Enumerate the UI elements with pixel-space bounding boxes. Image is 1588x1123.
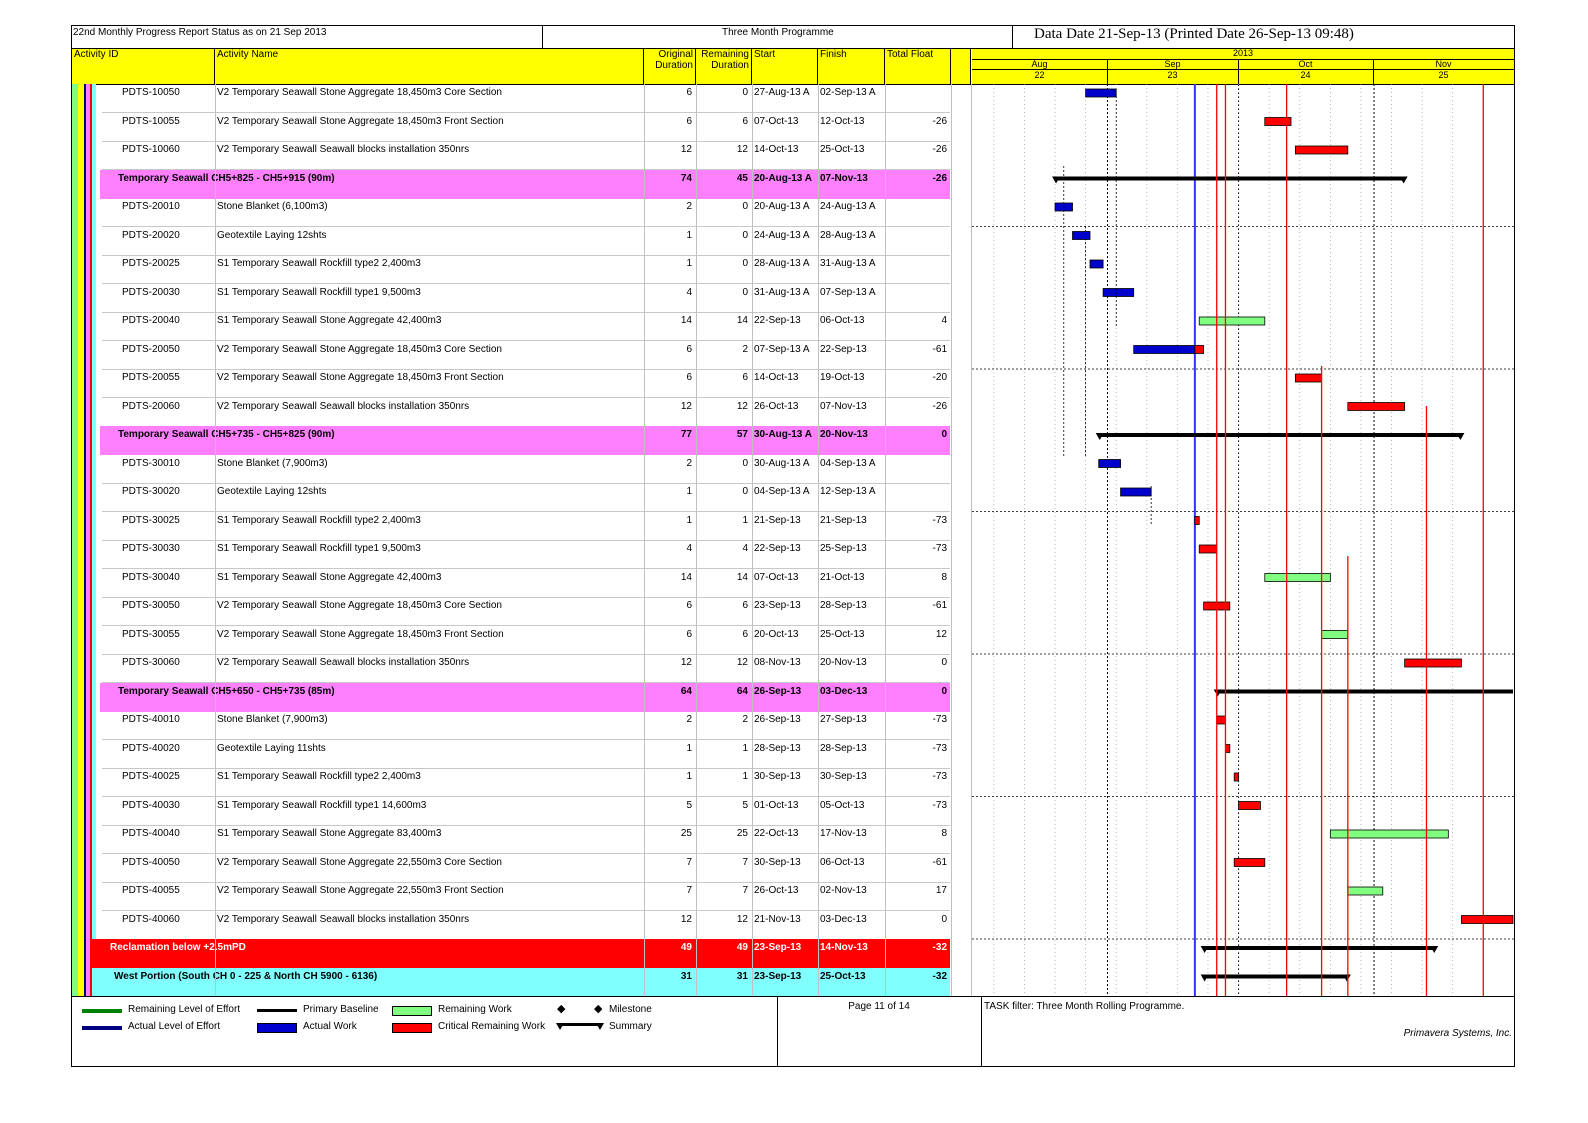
cell-finish: 04-Sep-13 A <box>820 457 876 469</box>
cell-start: 26-Sep-13 <box>754 685 802 697</box>
cell-original-duration: 14 <box>680 571 692 583</box>
summary-bar <box>1217 690 1513 694</box>
cell-remaining-duration: 7 <box>742 885 748 896</box>
cell-remaining-duration: 7 <box>742 856 748 868</box>
cell-remaining-duration: 14 <box>736 571 748 583</box>
legend-summary: Summary <box>609 1021 652 1032</box>
cell-activity-id: PDTS-30060 <box>122 657 180 668</box>
legend-milestone: Milestone <box>609 1004 652 1015</box>
cell-activity-id: PDTS-20025 <box>122 258 180 269</box>
actual-bar <box>1090 260 1103 268</box>
cell-finish: 25-Sep-13 <box>820 543 867 554</box>
cell-activity-name: V2 Temporary Seawall Seawall blocks installation 350nrs <box>217 657 470 668</box>
cell-finish: 06-Oct-13 <box>820 315 865 326</box>
cell-activity-id: PDTS-40010 <box>122 714 180 725</box>
cell-total-float: 0 <box>941 657 947 668</box>
cell-start: 07-Sep-13 A <box>754 343 810 355</box>
cell-finish: 21-Oct-13 <box>820 571 865 583</box>
cell-activity-name: Stone Blanket (7,900m3) <box>217 457 328 469</box>
cell-total-float: 8 <box>941 828 947 839</box>
cell-activity-id: PDTS-20050 <box>122 343 180 355</box>
legend-actual-work: Actual Work <box>303 1021 357 1032</box>
cell-total-float: -20 <box>932 372 947 383</box>
cell-start: 07-Oct-13 <box>754 115 799 127</box>
summary-bar <box>1204 946 1436 950</box>
summary-bar <box>1055 177 1405 181</box>
cell-start: 20-Oct-13 <box>754 628 799 640</box>
cell-activity-id: PDTS-10050 <box>122 87 180 98</box>
cell-start: 21-Sep-13 <box>754 514 801 526</box>
cell-original-duration: 7 <box>686 885 692 896</box>
cell-remaining-duration: 6 <box>742 628 748 640</box>
cell-finish: 12-Sep-13 A <box>820 486 876 497</box>
cell-total-float: -32 <box>932 970 947 982</box>
cell-original-duration: 4 <box>686 286 692 298</box>
cell-activity-name: V2 Temporary Seawall Stone Aggregate 18,450m3 Core Section <box>217 600 502 611</box>
report-title: 22nd Monthly Progress Report Status as on 21 Sep 2013 <box>73 27 327 38</box>
cell-original-duration: 6 <box>686 628 692 640</box>
cell-activity-name: V2 Temporary Seawall Stone Aggregate 22,550m3 Core Section <box>217 856 502 868</box>
cell-original-duration: 1 <box>686 258 692 269</box>
remaining-bar <box>1348 887 1383 895</box>
cell-activity-name: Temporary Seawall CH5+650 - CH5+735 (85m) <box>118 685 335 697</box>
cell-remaining-duration: 25 <box>736 828 748 839</box>
cell-original-duration: 6 <box>686 115 692 127</box>
month-label: Aug <box>972 59 1107 70</box>
cell-start: 20-Aug-13 A <box>754 172 812 184</box>
col-activity-id[interactable]: Activity ID <box>72 48 215 84</box>
cell-total-float: -73 <box>932 771 947 782</box>
cell-start: 30-Aug-13 A <box>754 429 812 440</box>
cell-original-duration: 25 <box>680 828 692 839</box>
cell-finish: 06-Oct-13 <box>820 856 865 868</box>
cell-activity-id: PDTS-20030 <box>122 286 180 298</box>
critical-bar <box>1348 403 1405 411</box>
cell-activity-id: PDTS-40030 <box>122 799 180 811</box>
cell-remaining-duration: 4 <box>742 543 748 554</box>
cell-finish: 21-Sep-13 <box>820 514 867 526</box>
cell-original-duration: 1 <box>686 742 692 754</box>
legend-remaining-work: Remaining Work <box>438 1004 512 1015</box>
cell-activity-id: PDTS-20020 <box>122 229 180 241</box>
cell-remaining-duration: 64 <box>736 685 748 697</box>
cell-finish: 03-Dec-13 <box>820 685 868 697</box>
cell-total-float: -73 <box>932 799 947 811</box>
cell-finish: 25-Oct-13 <box>820 628 865 640</box>
baseline-swatch <box>257 1009 297 1012</box>
cell-start: 30-Sep-13 <box>754 856 801 868</box>
critical-work-swatch <box>392 1023 432 1033</box>
cell-activity-name: S1 Temporary Seawall Rockfill type2 2,400m3 <box>217 771 421 782</box>
cell-total-float: -32 <box>932 942 947 953</box>
summary-bar <box>1099 433 1462 437</box>
cell-activity-id: PDTS-20010 <box>122 201 180 212</box>
cell-finish: 30-Sep-13 <box>820 771 867 782</box>
cell-original-duration: 5 <box>686 799 692 811</box>
cell-start: 27-Aug-13 A <box>754 87 810 98</box>
cell-original-duration: 12 <box>680 913 692 925</box>
cell-finish: 25-Oct-13 <box>820 970 866 982</box>
cell-activity-name: V2 Temporary Seawall Stone Aggregate 18,450m3 Front Section <box>217 628 504 640</box>
legend <box>72 996 777 1066</box>
cell-finish: 19-Oct-13 <box>820 372 865 383</box>
cell-finish: 02-Sep-13 A <box>820 87 876 98</box>
cell-finish: 05-Oct-13 <box>820 799 865 811</box>
cell-total-float: 12 <box>935 628 947 640</box>
cell-activity-name: V2 Temporary Seawall Seawall blocks installation 350nrs <box>217 144 470 155</box>
milestone-icon: ◆ <box>594 1003 603 1015</box>
cell-start: 24-Aug-13 A <box>754 229 810 241</box>
cell-finish: 20-Nov-13 <box>820 657 867 668</box>
cell-remaining-duration: 0 <box>742 87 748 98</box>
cell-original-duration: 31 <box>680 970 692 982</box>
programme-title: Three Month Programme <box>722 27 834 38</box>
cell-original-duration: 12 <box>680 144 692 155</box>
cell-activity-name: S1 Temporary Seawall Rockfill type1 14,600m3 <box>217 799 427 811</box>
cell-start: 04-Sep-13 A <box>754 486 810 497</box>
cell-activity-name: S1 Temporary Seawall Stone Aggregate 42,400m3 <box>217 571 442 583</box>
cell-start: 23-Sep-13 <box>754 600 801 611</box>
critical-bar <box>1295 374 1321 382</box>
cell-activity-id: PDTS-30040 <box>122 571 180 583</box>
cell-activity-id: PDTS-20055 <box>122 372 180 383</box>
cell-start: 01-Oct-13 <box>754 799 799 811</box>
critical-bar <box>1234 859 1265 867</box>
cell-start: 31-Aug-13 A <box>754 286 810 298</box>
col-total-float[interactable]: Total Float <box>885 48 951 84</box>
cell-remaining-duration: 5 <box>742 799 748 811</box>
actual-bar <box>1099 460 1121 468</box>
cell-activity-id: PDTS-30050 <box>122 600 180 611</box>
critical-bar <box>1217 716 1226 724</box>
cell-total-float: 17 <box>935 885 947 896</box>
cell-start: 28-Sep-13 <box>754 742 801 754</box>
cell-activity-id: PDTS-30030 <box>122 543 180 554</box>
cell-total-float: -73 <box>932 543 947 554</box>
cell-activity-name: S1 Temporary Seawall Rockfill type1 9,500m3 <box>217 543 421 554</box>
cell-remaining-duration: 12 <box>736 144 748 155</box>
cell-activity-id: PDTS-40060 <box>122 913 180 925</box>
cell-finish: 25-Oct-13 <box>820 144 865 155</box>
cell-finish: 31-Aug-13 A <box>820 258 876 269</box>
cell-total-float: 0 <box>941 913 947 925</box>
actual-bar <box>1134 346 1195 354</box>
remaining-loe-swatch <box>82 1009 122 1013</box>
cell-activity-name: V2 Temporary Seawall Stone Aggregate 22,550m3 Front Section <box>217 885 504 896</box>
cell-start: 30-Aug-13 A <box>754 457 810 469</box>
cell-activity-name: V2 Temporary Seawall Stone Aggregate 18,450m3 Core Section <box>217 343 502 355</box>
cell-remaining-duration: 6 <box>742 600 748 611</box>
cell-activity-id: PDTS-30020 <box>122 486 180 497</box>
cell-finish: 07-Nov-13 <box>820 400 867 412</box>
cell-finish: 28-Sep-13 <box>820 742 867 754</box>
cell-finish: 28-Aug-13 A <box>820 229 876 241</box>
task-filter: TASK filter: Three Month Rolling Programme. <box>984 1001 1185 1012</box>
cell-original-duration: 12 <box>680 400 692 412</box>
cell-total-float: 0 <box>941 429 947 440</box>
cell-total-float: -73 <box>932 742 947 754</box>
cell-activity-name: V2 Temporary Seawall Stone Aggregate 18,450m3 Front Section <box>217 372 504 383</box>
cell-start: 26-Oct-13 <box>754 885 799 896</box>
gantt-chart <box>72 26 1514 1066</box>
cell-activity-id: PDTS-40040 <box>122 828 180 839</box>
actual-bar <box>1121 488 1152 496</box>
cell-original-duration: 6 <box>686 372 692 383</box>
cell-activity-id: PDTS-10055 <box>122 115 180 127</box>
col-activity-name[interactable]: Activity Name <box>215 48 644 84</box>
cell-original-duration: 6 <box>686 600 692 611</box>
cell-finish: 12-Oct-13 <box>820 115 865 127</box>
cell-start: 30-Sep-13 <box>754 771 801 782</box>
cell-original-duration: 64 <box>680 685 692 697</box>
cell-original-duration: 74 <box>680 172 692 184</box>
critical-bar <box>1295 146 1347 154</box>
critical-bar <box>1461 916 1513 924</box>
cell-remaining-duration: 2 <box>742 343 748 355</box>
actual-bar <box>1103 289 1134 297</box>
cell-remaining-duration: 2 <box>742 714 748 725</box>
critical-bar <box>1195 346 1204 354</box>
cell-activity-name: S1 Temporary Seawall Rockfill type2 2,400m3 <box>217 258 421 269</box>
critical-bar <box>1199 545 1216 553</box>
cell-start: 26-Oct-13 <box>754 400 799 412</box>
cell-activity-id: PDTS-40055 <box>122 885 180 896</box>
cell-remaining-duration: 1 <box>742 514 748 526</box>
critical-bar <box>1225 745 1229 753</box>
actual-bar <box>1086 89 1117 97</box>
cell-finish: 27-Sep-13 <box>820 714 867 725</box>
cell-original-duration: 12 <box>680 657 692 668</box>
cell-activity-id: PDTS-40020 <box>122 742 180 754</box>
cell-total-float: -26 <box>932 400 947 412</box>
cell-start: 26-Sep-13 <box>754 714 801 725</box>
actual-work-swatch <box>257 1023 297 1033</box>
actual-bar <box>1073 232 1090 240</box>
legend-actual-loe: Actual Level of Effort <box>128 1021 221 1032</box>
cell-start: 28-Aug-13 A <box>754 258 810 269</box>
vendor-credit: Primavera Systems, Inc. <box>1403 1028 1512 1039</box>
cell-start: 22-Sep-13 <box>754 543 801 554</box>
cell-finish: 20-Nov-13 <box>820 429 868 440</box>
report-frame <box>71 25 1515 1067</box>
cell-start: 08-Nov-13 <box>754 657 801 668</box>
cell-activity-name: Reclamation below +2.5mPD <box>110 942 246 953</box>
cell-original-duration: 4 <box>686 543 692 554</box>
cell-finish: 02-Nov-13 <box>820 885 867 896</box>
cell-total-float: -26 <box>932 144 947 155</box>
cell-activity-name: Geotextile Laying 12shts <box>217 229 327 241</box>
cell-original-duration: 49 <box>680 942 692 953</box>
cell-remaining-duration: 12 <box>736 913 748 925</box>
cell-total-float: -61 <box>932 343 947 355</box>
cell-activity-id: PDTS-20040 <box>122 315 180 326</box>
cell-start: 14-Oct-13 <box>754 372 799 383</box>
cell-original-duration: 2 <box>686 201 692 212</box>
cell-activity-name: V2 Temporary Seawall Seawall blocks installation 350nrs <box>217 400 470 412</box>
cell-activity-name: Geotextile Laying 12shts <box>217 486 327 497</box>
cell-activity-id: PDTS-30055 <box>122 628 180 640</box>
cell-original-duration: 6 <box>686 343 692 355</box>
cell-remaining-duration: 14 <box>736 315 748 326</box>
cell-remaining-duration: 45 <box>736 172 748 184</box>
cell-total-float: -26 <box>932 115 947 127</box>
cell-activity-name: S1 Temporary Seawall Stone Aggregate 83,400m3 <box>217 828 442 839</box>
cell-total-float: 4 <box>941 315 947 326</box>
cell-finish: 22-Sep-13 <box>820 343 867 355</box>
cell-activity-name: S1 Temporary Seawall Rockfill type2 2,400m3 <box>217 514 421 526</box>
col-original-duration[interactable]: Original Duration <box>644 48 696 84</box>
cell-total-float: 0 <box>941 685 947 697</box>
data-date: Data Date 21-Sep-13 (Printed Date 26-Sep-13 09:48) <box>1034 26 1354 42</box>
cell-activity-name: V2 Temporary Seawall Seawall blocks installation 350nrs <box>217 913 470 925</box>
cell-finish: 14-Nov-13 <box>820 942 868 953</box>
cell-finish: 24-Aug-13 A <box>820 201 876 212</box>
month-label: Nov <box>1373 59 1514 70</box>
cell-remaining-duration: 0 <box>742 286 748 298</box>
remaining-work-swatch <box>392 1006 432 1016</box>
critical-bar <box>1405 659 1462 667</box>
cell-total-float: -73 <box>932 514 947 526</box>
week-label: 24 <box>1300 70 1311 80</box>
cell-activity-name: Geotextile Laying 11shts <box>217 742 326 754</box>
cell-remaining-duration: 0 <box>742 201 748 212</box>
cell-remaining-duration: 0 <box>742 486 748 497</box>
cell-original-duration: 6 <box>686 87 692 98</box>
cell-start: 14-Oct-13 <box>754 144 799 155</box>
cell-total-float: -61 <box>932 600 947 611</box>
cell-total-float: -26 <box>932 172 947 184</box>
cell-original-duration: 77 <box>680 429 692 440</box>
cell-activity-id: PDTS-40050 <box>122 856 180 868</box>
cell-original-duration: 1 <box>686 514 692 526</box>
cell-original-duration: 7 <box>686 856 692 868</box>
cell-original-duration: 2 <box>686 714 692 725</box>
cell-original-duration: 14 <box>680 315 692 326</box>
timescale-year: 2013 <box>972 48 1514 60</box>
legend-critical-work: Critical Remaining Work <box>438 1021 546 1032</box>
cell-total-float: -73 <box>932 714 947 725</box>
cell-remaining-duration: 31 <box>736 970 748 982</box>
cell-activity-name: West Portion (South CH 0 - 225 & North CH 5900 - 6136) <box>114 970 378 982</box>
legend-primary-baseline: Primary Baseline <box>303 1004 379 1015</box>
cell-original-duration: 2 <box>686 457 692 469</box>
cell-original-duration: 1 <box>686 771 692 782</box>
cell-total-float: -61 <box>932 856 947 868</box>
cell-remaining-duration: 0 <box>742 457 748 469</box>
cell-start: 23-Sep-13 <box>754 942 802 953</box>
cell-original-duration: 1 <box>686 486 692 497</box>
page-number: Page 11 of 14 <box>848 1001 910 1012</box>
month-label: Oct <box>1238 59 1373 70</box>
cell-start: 22-Oct-13 <box>754 828 799 839</box>
cell-remaining-duration: 0 <box>742 229 748 241</box>
cell-start: 20-Aug-13 A <box>754 201 810 212</box>
cell-original-duration: 1 <box>686 229 692 241</box>
cell-activity-name: Stone Blanket (7,900m3) <box>217 714 328 725</box>
cell-total-float: 8 <box>941 571 947 583</box>
cell-start: 07-Oct-13 <box>754 571 799 583</box>
critical-bar <box>1234 773 1238 781</box>
cell-remaining-duration: 12 <box>736 400 748 412</box>
remaining-bar <box>1322 631 1348 639</box>
cell-finish: 07-Nov-13 <box>820 172 868 184</box>
cell-activity-name: Temporary Seawall CH5+735 - CH5+825 (90m) <box>118 429 335 440</box>
cell-activity-name: S1 Temporary Seawall Stone Aggregate 42,400m3 <box>217 315 442 326</box>
col-finish[interactable]: Finish <box>818 48 885 84</box>
cell-finish: 28-Sep-13 <box>820 600 867 611</box>
milestone-icon: ◆ <box>557 1003 566 1015</box>
cell-activity-name: V2 Temporary Seawall Stone Aggregate 18,450m3 Core Section <box>217 87 502 98</box>
cell-remaining-duration: 6 <box>742 372 748 383</box>
cell-activity-name: Temporary Seawall CH5+825 - CH5+915 (90m) <box>118 172 335 184</box>
week-label: 25 <box>1438 70 1449 80</box>
cell-activity-name: V2 Temporary Seawall Stone Aggregate 18,450m3 Front Section <box>217 115 504 127</box>
cell-activity-id: PDTS-10060 <box>122 144 180 155</box>
cell-activity-id: PDTS-20060 <box>122 400 180 412</box>
cell-remaining-duration: 0 <box>742 258 748 269</box>
month-label: Sep <box>1107 59 1238 70</box>
footer-divider <box>981 996 982 1066</box>
cell-remaining-duration: 6 <box>742 115 748 127</box>
week-label: 22 <box>1034 70 1045 80</box>
cell-remaining-duration: 1 <box>742 771 748 782</box>
critical-bar <box>1239 802 1261 810</box>
cell-activity-name: Stone Blanket (6,100m3) <box>217 201 328 212</box>
cell-start: 23-Sep-13 <box>754 970 802 982</box>
cell-start: 21-Nov-13 <box>754 913 801 925</box>
summary-icon <box>556 1022 604 1032</box>
cell-finish: 03-Dec-13 <box>820 913 867 925</box>
cell-remaining-duration: 57 <box>736 429 748 440</box>
actual-loe-swatch <box>82 1026 122 1030</box>
cell-finish: 17-Nov-13 <box>820 828 867 839</box>
remaining-bar <box>1199 317 1265 325</box>
cell-activity-id: PDTS-30010 <box>122 457 180 469</box>
cell-start: 22-Sep-13 <box>754 315 801 326</box>
cell-remaining-duration: 1 <box>742 742 748 754</box>
week-label: 23 <box>1167 70 1178 80</box>
cell-activity-id: PDTS-30025 <box>122 514 180 526</box>
cell-remaining-duration: 12 <box>736 657 748 668</box>
cell-finish: 07-Sep-13 A <box>820 286 876 298</box>
cell-activity-name: S1 Temporary Seawall Rockfill type1 9,500m3 <box>217 286 421 298</box>
col-start[interactable]: Start <box>752 48 818 84</box>
critical-bar <box>1195 517 1199 525</box>
cell-remaining-duration: 49 <box>736 942 748 953</box>
col-remaining-duration[interactable]: Remaining Duration <box>696 48 752 84</box>
cell-activity-id: PDTS-40025 <box>122 771 180 782</box>
legend-remaining-loe: Remaining Level of Effort <box>128 1004 241 1015</box>
remaining-bar <box>1265 574 1331 582</box>
